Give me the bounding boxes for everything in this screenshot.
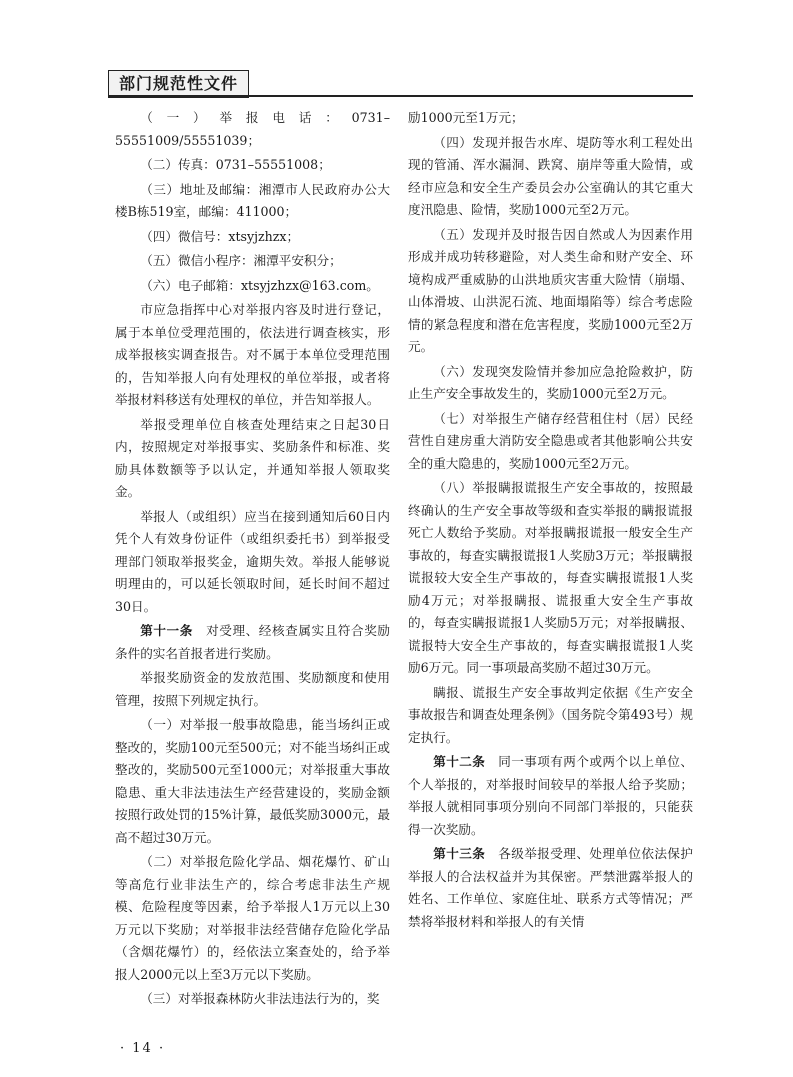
paragraph: （二）对举报危险化学品、烟花爆竹、矿山等高危行业非法生产的，综合考虑非法生产规模、危险程度等因素，给予举报人1万元以上30万元以下奖励；对举报非法经营储存危险化学品（含烟花爆竹）的，经依法立案查处的，给予举报人2000元以上至3万元以下奖励。 xyxy=(115,854,390,982)
section-header: 部门规范性文件 xyxy=(108,70,249,98)
paragraph: （五）微信小程序：湘潭平安积分； xyxy=(140,253,342,268)
header-divider xyxy=(108,95,693,97)
paragraph: （六）发现突发险情并参加应急抢险救护，防止生产安全事故发生的，奖励1000元至2万元。 xyxy=(408,363,693,401)
article-text: 各级举报受理、处理单位依法保护举报人的合法权益并为其保密。严禁泄露举报人的姓名、工作单位、家庭住址、联系方式等情况；严禁将举报材料和举报人的有关情 xyxy=(408,846,694,929)
paragraph xyxy=(408,751,693,841)
article-number: 第十二条 xyxy=(433,754,486,769)
paragraph: （三）对举报森林防火非法违法行为的，奖 xyxy=(140,991,380,1006)
page-number: · 14 · xyxy=(120,1041,166,1056)
article-number: 第十三条 xyxy=(433,846,486,861)
paragraph: （四）发现并报告水库、堤防等水利工程处出现的管涌、浑水漏洞、跌窝、崩岸等重大险情，或经市应急和安全生产委员会办公室确认的其它重大度汛隐患、险情，奖励1000元至2万元。 xyxy=(408,134,693,217)
paragraph: 励1000元至1万元； xyxy=(408,110,524,125)
paragraph: 举报受理单位自核查处理结束之日起30日内，按照规定对举报事实、奖励条件和标准、奖励具体数额等予以认定，并通知举报人领取奖金。 xyxy=(115,416,390,499)
paragraph: 举报奖励资金的发放范围、奖励额度和使用管理，按照下列规定执行。 xyxy=(115,670,390,708)
paragraph: （二）传真：0731–55551008； xyxy=(140,157,331,172)
paragraph: （四）微信号：xtsyjzhzx； xyxy=(140,228,300,244)
paragraph: 举报人（或组织）应当在接到通知后60日内凭个人有效身份证件（或组织委托书）到举报受理部门领取举报奖金，逾期失效。举报人能够说明理由的，可以延长领取时间，延长时间不超过30日。 xyxy=(115,508,390,614)
left-column xyxy=(115,107,390,1013)
paragraph xyxy=(115,620,390,665)
paragraph xyxy=(408,843,693,933)
paragraph: 市应急指挥中心对举报内容及时进行登记，属于本单位受理范围的，依法进行调查核实，形成举报核实调查报告。对不属于本单位受理范围的，告知举报人向有处理权的单位举报，或者将举报材料移送有处理权的单位，并告知举报人。 xyxy=(115,302,390,407)
paragraph: 瞒报、谎报生产安全事故判定依据《生产安全事故报告和调查处理条例》（国务院令第493号）规定执行。 xyxy=(408,684,693,745)
article-number: 第十一条 xyxy=(140,623,193,638)
paragraph: （七）对举报生产储存经营租住村（居）民经营性自建房重大消防安全隐患或者其他影响公共安全的重大隐患的，奖励1000元至2万元。 xyxy=(408,410,693,471)
article-text: 同一事项有两个或两个以上单位、个人举报的，对举报时间较早的举报人给予奖励；举报人就相同事项分别向不同部门举报的，只能获得一次奖励。 xyxy=(408,754,694,837)
paragraph: （八）举报瞒报谎报生产安全事故的，按照最终确认的生产安全事故等级和查实举报的瞒报谎报死亡人数给予奖励。对举报瞒报谎报一般安全生产事故的，每查实瞒报谎报1人奖励3万元；举报瞒报谎报较大安全生产事故的，每查实瞒报谎报1人奖励4万元；对举报瞒报、谎报重大安全生产事故的，每查实瞒报谎报1人奖励5万元；对举报瞒报、谎报特大安全生产事故的，每查实瞒报谎报1人奖励6万元。同一事项最高奖励不超过30万元。 xyxy=(408,480,693,675)
paragraph: （一）举报电话：0731–55551009/55551039； xyxy=(115,110,390,148)
article-text: 对受理、经核查属实且符合奖励条件的实名首报者进行奖励。 xyxy=(115,623,391,661)
right-column xyxy=(408,107,693,935)
paragraph: （一）对举报一般事故隐患，能当场纠正或整改的，奖励100元至500元；对不能当场纠正或整改的，奖励500元至1000元；对举报重大事故隐患、重大非法违法生产经营建设的，奖励金额按照行政处罚的15%计算，最低奖励3000元，最高不超过30万元。 xyxy=(115,717,390,845)
paragraph: （五）发现并及时报告因自然或人为因素作用形成并成功转移避险，对人类生命和财产安全、环境构成严重威胁的山洪地质灾害重大险情（崩塌、山体滑坡、山洪泥石流、地面塌陷等）综合考虑险情的紧急程度和潜在危害程度，奖励1000元至2万元。 xyxy=(408,226,693,354)
paragraph: （六）电子邮箱：xtsyjzhzx@163.com。 xyxy=(140,277,379,293)
paragraph: （三）地址及邮编：湘潭市人民政府办公大楼B栋519室，邮编：411000； xyxy=(115,181,390,219)
